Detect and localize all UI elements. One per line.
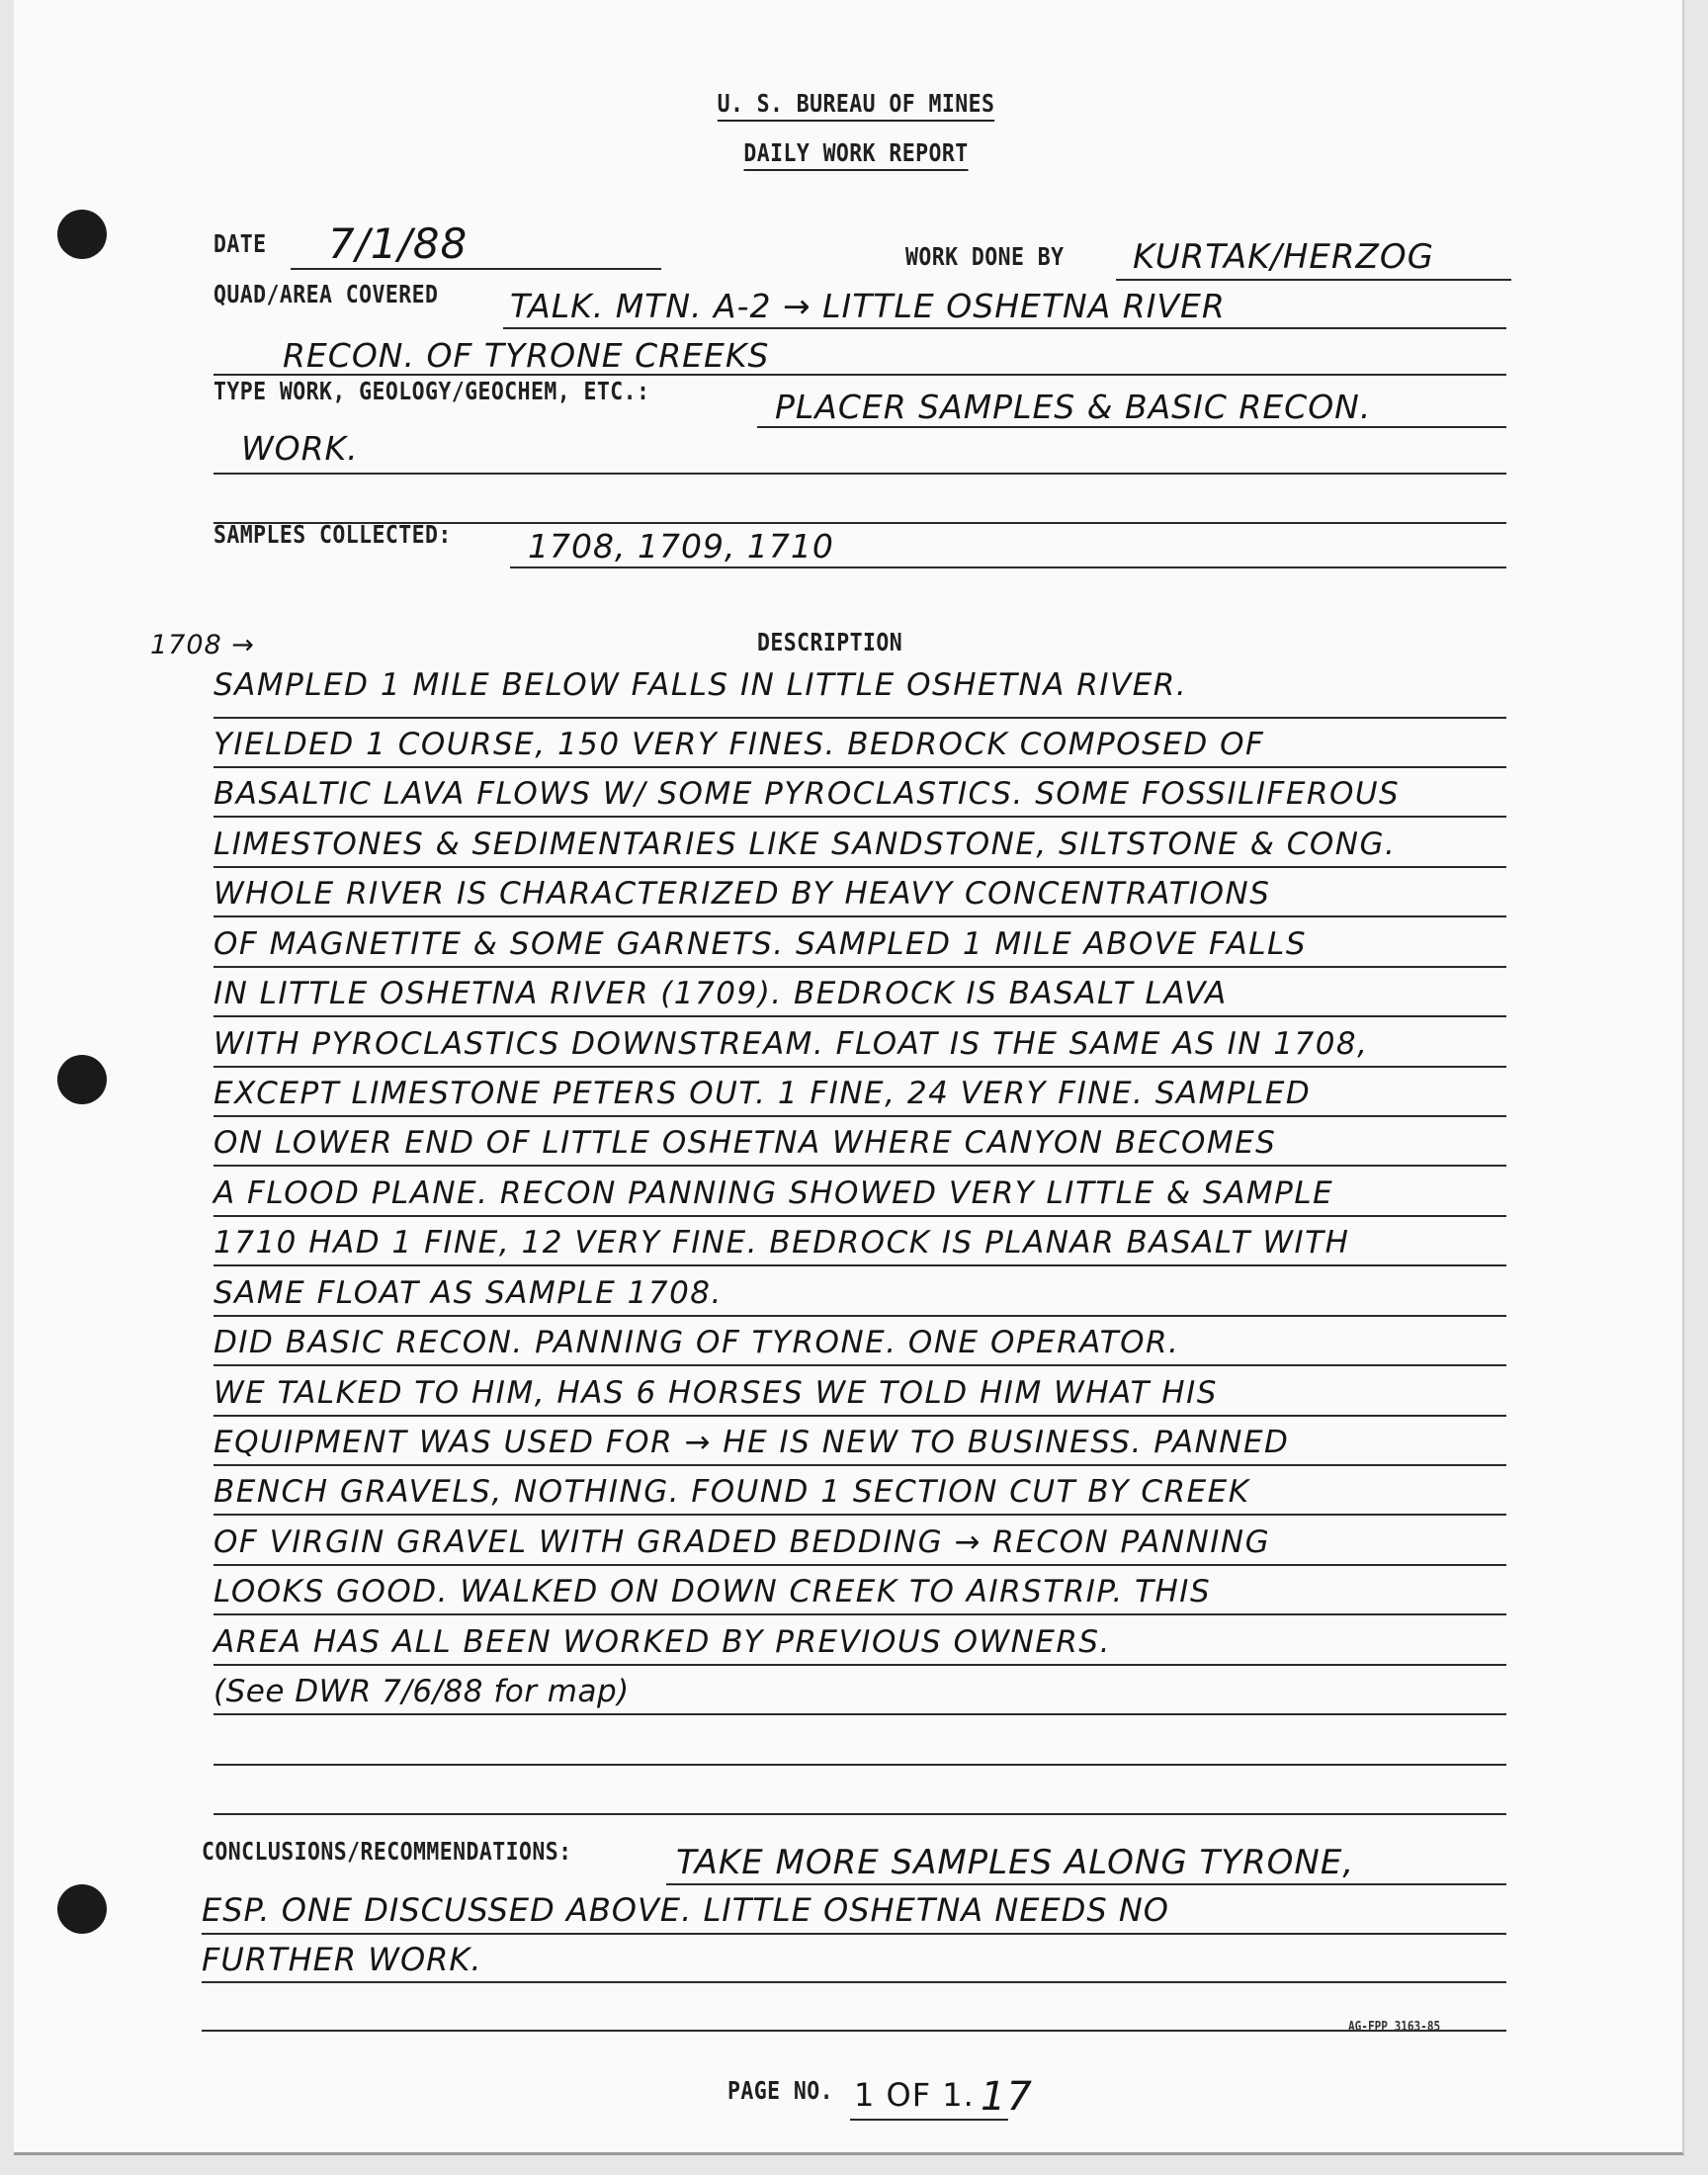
conclusions-line3: FURTHER WORK. <box>202 1941 482 1978</box>
samples-collected-label: SAMPLES COLLECTED: <box>214 520 452 549</box>
description-rule <box>214 1165 1506 1167</box>
report-title <box>686 138 1026 167</box>
description-rule <box>214 915 1506 917</box>
conclusions-rule-4 <box>202 2030 1506 2032</box>
description-rule <box>214 717 1506 719</box>
samples-collected-value: 1708, 1709, 1710 <box>528 527 834 566</box>
description-rule <box>214 1066 1506 1068</box>
work-done-by-value: KURTAK/HERZOG <box>1133 237 1434 277</box>
binder-hole-top <box>57 210 107 259</box>
conclusions-line2: ESP. ONE DISCUSSED ABOVE. LITTLE OSHETNA NEEDS NO <box>202 1891 1169 1929</box>
quad-area-value-line2: RECON. OF TYRONE CREEKS <box>283 336 770 375</box>
type-work-label: TYPE WORK, GEOLOGY/GEOCHEM, ETC.: <box>214 377 650 405</box>
description-line: OF VIRGIN GRAVEL WITH GRADED BEDDING → RECON PANNING <box>214 1524 1271 1560</box>
description-line: EXCEPT LIMESTONE PETERS OUT. 1 FINE, 24 VERY FINE. SAMPLED <box>214 1076 1312 1111</box>
description-line: EQUIPMENT WAS USED FOR → HE IS NEW TO BUSINESS. PANNED <box>214 1425 1290 1460</box>
description-rule <box>214 1664 1506 1666</box>
description-rule <box>214 766 1506 768</box>
type-work-value-line1: PLACER SAMPLES & BASIC RECON. <box>775 388 1372 426</box>
description-line: 1710 HAD 1 FINE, 12 VERY FINE. BEDROCK IS PLANAR BASALT WITH <box>214 1225 1350 1261</box>
work-done-by-label: WORK DONE BY <box>905 242 1065 271</box>
description-line: SAME FLOAT AS SAMPLE 1708. <box>214 1275 723 1311</box>
description-rule <box>214 1364 1506 1366</box>
conclusions-rule-2 <box>202 1933 1506 1935</box>
description-line: BASALTIC LAVA FLOWS W/ SOME PYROCLASTICS. SOME FOSSILIFEROUS <box>214 776 1401 812</box>
description-rule <box>214 1115 1506 1117</box>
type-work-rule-1 <box>757 426 1506 428</box>
form-code: AG-FPP 3163-85 <box>1348 2020 1441 2035</box>
description-rule <box>214 1514 1506 1516</box>
description-rule <box>214 1264 1506 1266</box>
description-rule <box>214 1613 1506 1615</box>
conclusions-line1: TAKE MORE SAMPLES ALONG TYRONE, <box>676 1843 1355 1882</box>
description-rule <box>214 866 1506 868</box>
samples-collected-rule <box>510 566 1506 568</box>
description-line: BENCH GRAVELS, NOTHING. FOUND 1 SECTION CUT BY CREEK <box>214 1474 1250 1510</box>
description-line: (See DWR 7/6/88 for map) <box>214 1674 630 1709</box>
description-rule <box>214 1415 1506 1417</box>
quad-area-rule-1 <box>503 327 1506 329</box>
work-done-by-rule <box>1116 279 1511 281</box>
conclusions-label: CONCLUSIONS/RECOMMENDATIONS: <box>202 1837 572 1866</box>
date-value: 7/1/88 <box>328 219 469 268</box>
description-margin-note: 1708 → <box>150 630 255 660</box>
report-sheet <box>14 0 1684 2155</box>
description-line: LIMESTONES & SEDIMENTARIES LIKE SANDSTONE, SILTSTONE & CONG. <box>214 826 1397 862</box>
description-rule <box>214 966 1506 968</box>
date-rule <box>291 268 661 270</box>
quad-area-value-line1: TALK. MTN. A-2 → LITTLE OSHETNA RIVER <box>510 287 1226 325</box>
description-line: SAMPLED 1 MILE BELOW FALLS IN LITTLE OSHETNA RIVER. <box>214 667 1188 703</box>
description-line: YIELDED 1 COURSE, 150 VERY FINES. BEDROCK COMPOSED OF <box>214 727 1265 762</box>
description-rule <box>214 1464 1506 1466</box>
binder-hole-middle <box>57 1055 107 1104</box>
quad-area-label: QUAD/AREA COVERED <box>214 280 439 308</box>
conclusions-rule-3 <box>202 1981 1506 1983</box>
binder-hole-bottom <box>57 1884 107 1934</box>
description-rule <box>214 1215 1506 1217</box>
description-line: A FLOOD PLANE. RECON PANNING SHOWED VERY LITTLE & SAMPLE <box>214 1175 1334 1211</box>
description-line: OF MAGNETITE & SOME GARNETS. SAMPLED 1 MILE ABOVE FALLS <box>214 926 1307 962</box>
description-rule <box>214 1564 1506 1566</box>
description-rule <box>214 1764 1506 1766</box>
page-number-value: 1 OF 1. <box>854 2076 975 2114</box>
description-rule <box>214 1015 1506 1017</box>
type-work-value-line2: WORK. <box>241 429 359 468</box>
description-line: WE TALKED TO HIM, HAS 6 HORSES WE TOLD HIM WHAT HIS <box>214 1375 1218 1411</box>
description-line: LOOKS GOOD. WALKED ON DOWN CREEK TO AIRSTRIP. THIS <box>214 1574 1212 1610</box>
description-rule <box>214 1813 1506 1815</box>
date-label: DATE <box>214 229 267 258</box>
agency-title <box>686 89 1026 118</box>
description-line: WITH PYROCLASTICS DOWNSTREAM. FLOAT IS THE SAME AS IN 1708, <box>214 1026 1369 1062</box>
page-number-label: PAGE NO. <box>727 2076 834 2105</box>
page-number-extra: 17 <box>981 2074 1033 2120</box>
agency-title-text: U. S. BUREAU OF MINES <box>718 89 995 122</box>
type-work-rule-2 <box>214 473 1506 475</box>
description-heading: DESCRIPTION <box>757 628 903 656</box>
description-line: IN LITTLE OSHETNA RIVER (1709). BEDROCK IS BASALT LAVA <box>214 976 1228 1011</box>
conclusions-rule-1 <box>666 1883 1506 1885</box>
description-line: AREA HAS ALL BEEN WORKED BY PREVIOUS OWNERS. <box>214 1624 1111 1660</box>
description-line: DID BASIC RECON. PANNING OF TYRONE. ONE OPERATOR. <box>214 1325 1180 1360</box>
report-title-text: DAILY WORK REPORT <box>743 138 968 171</box>
description-line: ON LOWER END OF LITTLE OSHETNA WHERE CANYON BECOMES <box>214 1125 1277 1161</box>
description-rule <box>214 1713 1506 1715</box>
description-rule <box>214 816 1506 818</box>
description-rule <box>214 1315 1506 1317</box>
description-line: WHOLE RIVER IS CHARACTERIZED BY HEAVY CONCENTRATIONS <box>214 876 1271 912</box>
